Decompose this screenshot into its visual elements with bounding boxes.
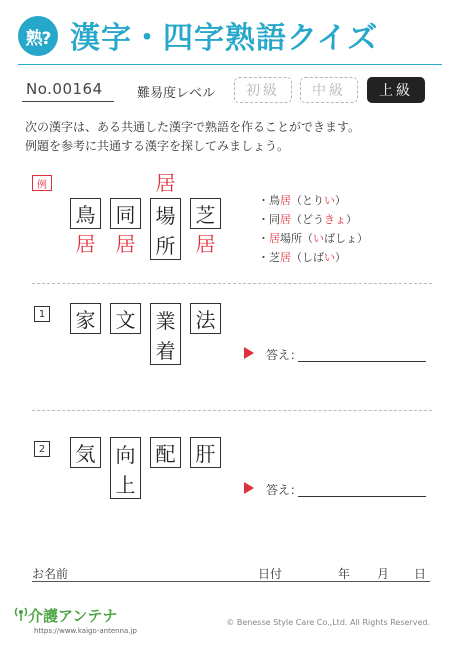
q1-stack-box [150,303,181,365]
q1-answer-field[interactable] [298,361,426,362]
example-below-kanji-3: 居 [195,232,216,256]
q1-box-4: 着 [155,338,176,363]
q2-box-3: 上 [115,472,136,497]
question-number-underline [22,101,114,102]
example-hint-3: ・居場所（いばしょ） [258,232,368,245]
example-box-3: 場 [155,203,176,228]
brand-url[interactable]: https://www.kaigo-antenna.jp [34,627,137,635]
date-label: 日付 [258,567,283,581]
month-label: 月 [377,567,390,581]
q2-stack-box [110,437,141,499]
example-hint-4: ・芝居（しばい） [258,251,346,264]
difficulty-label: 難易度レベル [137,86,216,101]
example-box-1: 鳥 [70,198,101,229]
example-box-2: 同 [110,198,141,229]
example-box-5: 芝 [190,198,221,229]
example-top-kanji: 居 [155,171,176,195]
question-number: No.00164 [26,80,103,98]
example-below-kanji-2: 居 [115,232,136,256]
q1-box-5: 法 [190,303,221,334]
q1-arrow-icon [244,347,254,359]
q2-box-1: 気 [70,437,101,468]
example-label: 例 [32,175,52,191]
instruction-line-1: 次の漢字は、ある共通した漢字で熟語を作ることができます。 [25,120,361,134]
q2-box-2: 向 [115,442,136,467]
example-box-4: 所 [155,233,176,258]
example-stack-box [150,198,181,260]
example-hint-1: ・鳥居（とりい） [258,194,346,207]
name-label: お名前 [32,567,69,581]
footer-line [32,581,430,582]
day-label: 日 [414,567,427,581]
section-divider-2 [32,410,432,411]
title-divider [18,64,442,65]
question-1-number: 1 [34,306,50,322]
level-advanced: 上級 [367,77,425,103]
q2-answer-label: 答え： [266,483,303,497]
brand-logo: 介護アンテナ [28,607,118,625]
page-title: 漢字・四字熟語クイズ [70,21,379,56]
q2-box-5: 肝 [190,437,221,468]
section-divider-1 [32,283,432,284]
copyright: © Benesse Style Care Co.,Ltd. All Rights Reserved. [226,618,430,627]
question-2-number: 2 [34,441,50,457]
antenna-icon [14,606,28,622]
level-intermediate: 中級 [300,77,358,103]
instruction-line-2: 例題を参考に共通する漢字を探してみましょう。 [25,139,290,153]
example-hint-2: ・同居（どうきょ） [258,213,357,226]
q2-arrow-icon [244,482,254,494]
q1-box-2: 文 [110,303,141,334]
q1-box-1: 家 [70,303,101,334]
q1-answer-label: 答え： [266,348,303,362]
q2-box-4: 配 [150,437,181,468]
level-beginner: 初級 [234,77,292,103]
q1-box-3: 業 [155,308,176,333]
q2-answer-field[interactable] [298,496,426,497]
year-label: 年 [338,567,351,581]
example-below-kanji-1: 居 [75,232,96,256]
quiz-logo-icon: 熟? [18,16,58,56]
